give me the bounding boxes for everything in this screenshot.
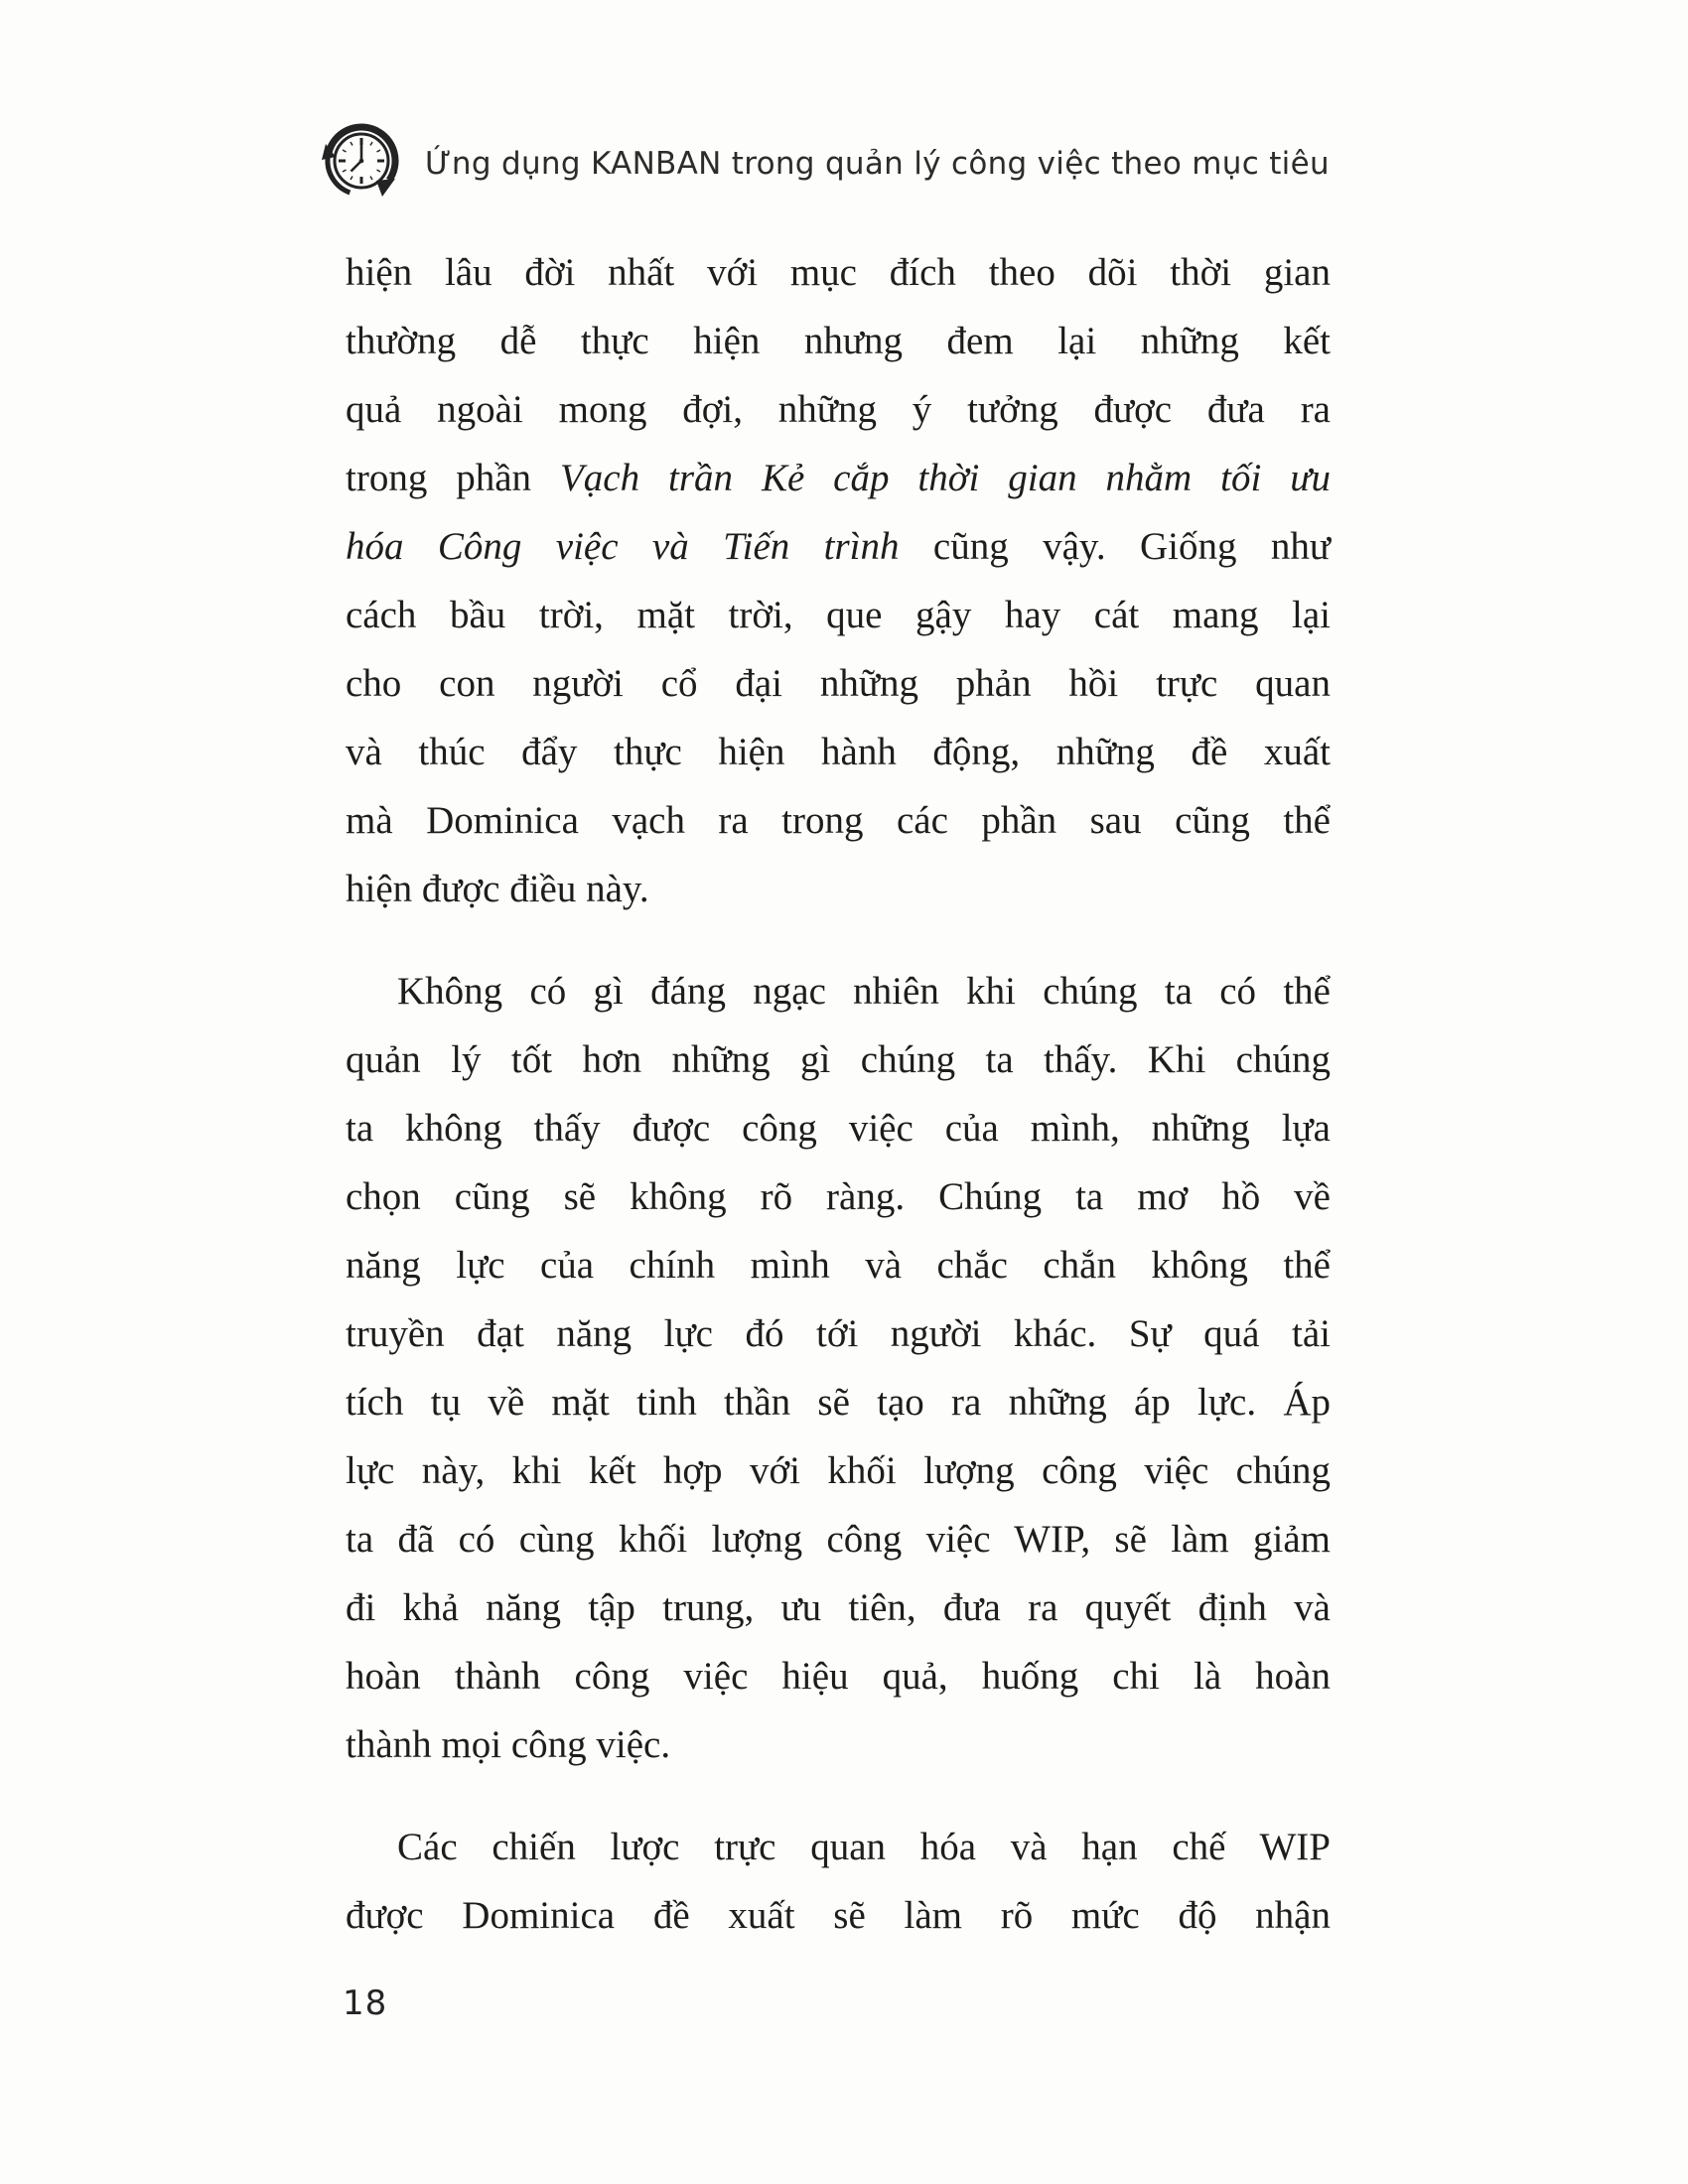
body-line-segment: và thúc đẩy thực hiện hành động, những đề xuất [346,731,1331,773]
running-header-title: Ứng dụng KANBAN trong quản lý công việc theo mục tiêu [425,146,1330,182]
body-line [346,1813,1331,1881]
body-line [346,1710,1331,1779]
body-line [346,718,1331,786]
body-line-segment: trong phần [346,457,560,499]
body-line [346,375,1331,444]
body-line-segment: cách bầu trời, mặt trời, que gậy hay cát mang lại [346,594,1331,636]
body-line-segment: Không có gì đáng ngạc nhiên khi chúng ta có thể [397,970,1331,1013]
page-header [322,115,1330,203]
body-line [346,581,1331,649]
body-line [346,1368,1331,1436]
body-line [346,1573,1331,1642]
paragraph [346,1813,1331,1950]
clock-refresh-icon [322,115,401,203]
body-line-segment-italic: Vạch trần Kẻ cắp thời gian nhằm tối ưu [559,457,1331,499]
body-line-segment: tích tụ về mặt tinh thần sẽ tạo ra những áp lực. Áp [346,1381,1331,1424]
body-line-segment: lực này, khi kết hợp với khối lượng công việc chúng [346,1449,1331,1492]
body-line-segment: chọn cũng sẽ không rõ ràng. Chúng ta mơ hồ về [346,1175,1331,1218]
body-line [346,1162,1331,1231]
body-line [346,1231,1331,1299]
body-line [346,1642,1331,1710]
body-line-segment: mà Dominica vạch ra trong các phần sau cũng thể [346,799,1331,842]
page-number: 18 [343,1983,388,2023]
body-line-segment-italic: hóa Công việc và Tiến trình [346,525,900,568]
body-text [346,238,1331,1983]
body-line [346,1436,1331,1505]
body-line [346,1299,1331,1368]
body-line-segment: thường dễ thực hiện nhưng đem lại những kết [346,320,1331,362]
body-line [346,649,1331,718]
body-line [346,786,1331,855]
body-line [346,1094,1331,1162]
body-line [346,512,1331,581]
body-line-segment: cũng vậy. Giống như [899,525,1331,568]
body-line [346,238,1331,307]
body-line-segment: thành mọi công việc. [346,1723,671,1766]
body-line-segment: ta đã có cùng khối lượng công việc WIP, sẽ làm giảm [346,1518,1331,1561]
body-line-segment: quản lý tốt hơn những gì chúng ta thấy. Khi chúng [346,1038,1331,1081]
body-line-segment: truyền đạt năng lực đó tới người khác. Sự quá tải [346,1312,1331,1355]
body-line-segment: được Dominica đề xuất sẽ làm rõ mức độ nhận [346,1894,1331,1937]
body-line-segment: hiện lâu đời nhất với mục đích theo dõi thời gian [346,251,1331,294]
body-line-segment: hiện được điều này. [346,868,649,910]
body-line [346,307,1331,375]
body-line [346,444,1331,512]
paragraph [346,238,1331,923]
body-line [346,855,1331,923]
body-line [346,1505,1331,1573]
body-line-segment: Các chiến lược trực quan hóa và hạn chế WIP [397,1826,1331,1868]
paragraph [346,957,1331,1779]
body-line [346,1025,1331,1094]
body-line-segment: hoàn thành công việc hiệu quả, huống chi là hoàn [346,1655,1331,1698]
body-line-segment: đi khả năng tập trung, ưu tiên, đưa ra quyết định và [346,1586,1331,1629]
body-line-segment: quả ngoài mong đợi, những ý tưởng được đưa ra [346,388,1331,431]
body-line-segment: ta không thấy được công việc của mình, những lựa [346,1107,1331,1150]
body-line-segment: năng lực của chính mình và chắc chắn không thể [346,1244,1331,1287]
body-line [346,1881,1331,1950]
body-line [346,957,1331,1025]
body-line-segment: cho con người cổ đại những phản hồi trực quan [346,662,1331,705]
